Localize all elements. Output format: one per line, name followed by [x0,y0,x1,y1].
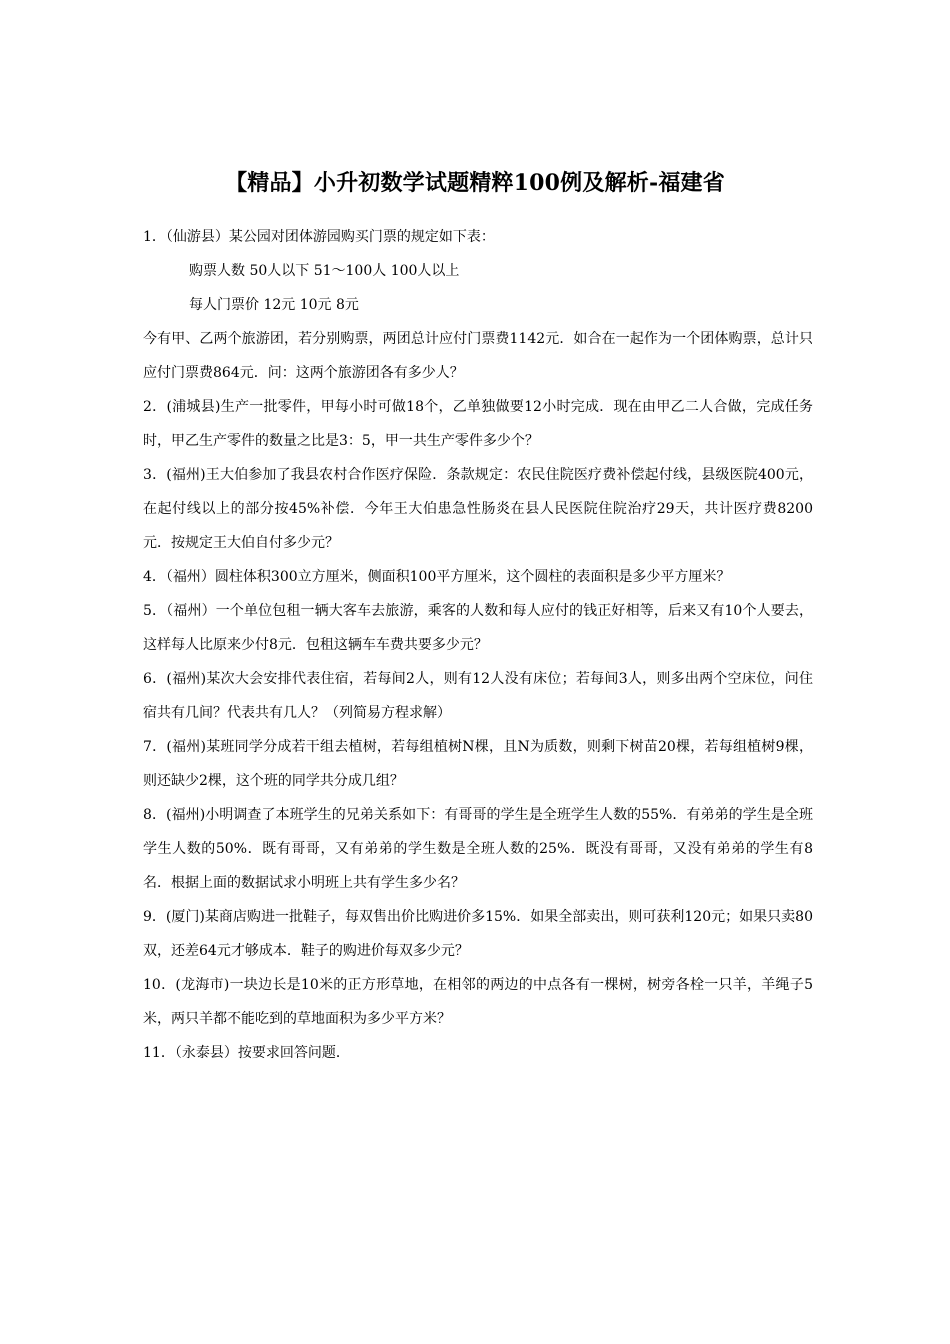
q1-table-row-price: 每人门票价 12元 10元 8元 [189,297,359,313]
question-11: 11．（永泰县）按要求回答问题． [143,1045,350,1061]
question-list [143,220,813,1070]
question-9: 9．(厦门)某商店购进一批鞋子，每双售出价比购进价多15%．如果全部卖出，则可获利120元；如果只卖80双，还差64元才够成本．鞋子的购进价每双多少元？ [143,909,813,959]
question-1-body: 今有甲、乙两个旅游团，若分别购票，两团总计应付门票费1142元．如合在一起作为一个团体购票，总计只应付门票费864元．问：这两个旅游团各有多少人？ [143,331,813,381]
question-2: 2．(浦城县)生产一批零件，甲每小时可做18个，乙单独做要12小时完成．现在由甲乙二人合做，完成任务时，甲乙生产零件的数量之比是3：5，甲一共生产零件多少个？ [143,399,813,449]
question-8: 8．(福州)小明调查了本班学生的兄弟关系如下：有哥哥的学生是全班学生人数的55%．有弟弟的学生是全班学生人数的50%．既有哥哥，又有弟弟的学生数是全班人数的25%．既没有哥哥，又没有弟弟的学生有8名．根据上面的数据试求小明班上共有学生多少名？ [143,807,813,891]
question-7: 7．(福州)某班同学分成若干组去植树，若每组植树N棵，且N为质数，则剩下树苗20棵，若每组植树9棵，则还缺少2棵，这个班的同学共分成几组？ [143,739,813,789]
question-4: 4．（福州）圆柱体积300立方厘米，侧面积100平方厘米，这个圆柱的表面积是多少平方厘米？ [143,569,731,585]
question-6: 6．(福州)某次大会安排代表住宿，若每间2人，则有12人没有床位；若每间3人，则多出两个空床位，问住宿共有几间？代表共有几人？（列简易方程求解） [143,671,813,721]
q1-table-row-people: 购票人数 50人以下 51～100人 100人以上 [189,263,460,279]
question-3: 3．(福州)王大伯参加了我县农村合作医疗保险．条款规定：农民住院医疗费补偿起付线，县级医院400元，在起付线以上的部分按45%补偿．今年王大伯患急性肠炎在县人民医院住院治疗29天，共计医疗费8200元．按规定王大伯自付多少元？ [143,467,813,551]
question-10: 10．(龙海市)一块边长是10米的正方形草地，在相邻的两边的中点各有一棵树，树旁各栓一只羊，羊绳子5米，两只羊都不能吃到的草地面积为多少平方米？ [143,977,813,1027]
question-1-intro: 1．（仙游县）某公园对团体游园购买门票的规定如下表： [143,229,495,245]
question-5: 5．（福州）一个单位包租一辆大客车去旅游，乘客的人数和每人应付的钱正好相等，后来又有10个人要去，这样每人比原来少付8元．包租这辆车车费共要多少元？ [143,603,813,653]
document-title: 【精品】小升初数学试题精粹100例及解析-福建省 [225,170,725,196]
